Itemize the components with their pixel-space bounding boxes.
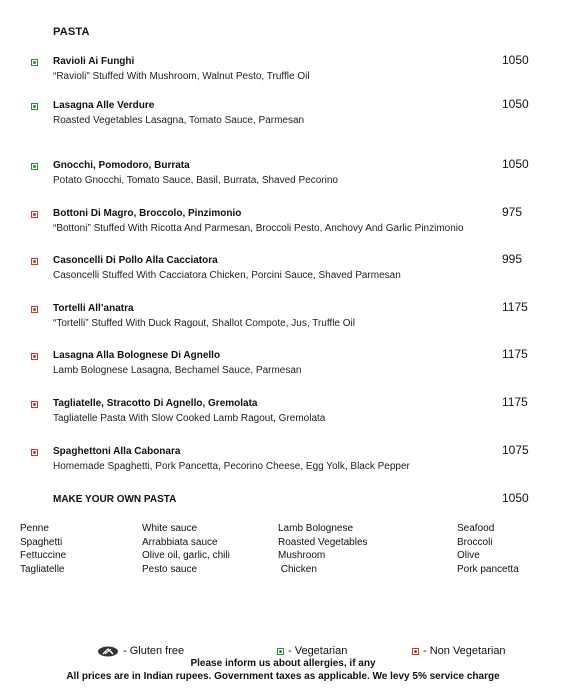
- menu-item-name: Bottoni Di Magro, Broccolo, Pinzimonio: [53, 208, 242, 219]
- extra-choice: Seafood: [457, 523, 495, 534]
- menu-item-name: Lasagna Alla Bolognese Di Agnello: [53, 350, 221, 361]
- menu-item-description: Potato Gnocchi, Tomato Sauce, Basil, Burrata, Shaved Pecorino: [53, 175, 338, 186]
- legend-vegetarian-label: - Vegetarian: [288, 645, 348, 657]
- menu-item-name: Casoncelli Di Pollo Alla Cacciatora: [53, 255, 218, 266]
- nonveg-mark-icon: [31, 401, 38, 408]
- pasta-choice: Penne: [20, 523, 49, 534]
- menu-item: [0, 395, 566, 433]
- menu-item: [0, 157, 566, 195]
- pasta-choice: Spaghetti: [20, 536, 63, 548]
- menu-item-price: 1175: [502, 300, 528, 314]
- veg-mark-icon: [31, 59, 38, 66]
- nonveg-mark-icon: [31, 449, 38, 456]
- legend-non-vegetarian-label: - Non Vegetarian: [423, 645, 506, 657]
- sauce-choice: Olive oil, garlic, chili: [142, 550, 230, 561]
- nonveg-mark-icon: [412, 648, 419, 655]
- section-title: PASTA: [53, 26, 90, 38]
- menu-item-description: Roasted Vegetables Lasagna, Tomato Sauce, Parmesan: [53, 115, 305, 126]
- menu-item-name: Tortelli All’anatra: [53, 303, 134, 314]
- menu-item-price: 1075: [502, 443, 529, 457]
- menu-item-price: 975: [502, 205, 523, 219]
- legend-vegetarian: [277, 645, 347, 657]
- menu-item-price: 995: [502, 252, 523, 266]
- legend-gluten-free-label: - Gluten free: [123, 645, 185, 657]
- menu-item: [0, 252, 566, 290]
- pasta-choice: Fettuccine: [20, 550, 67, 561]
- nonveg-mark-icon: [31, 258, 38, 265]
- extra-choice: Olive: [457, 550, 480, 561]
- menu-item: [0, 205, 566, 243]
- pasta-choices-column: [20, 522, 66, 576]
- price-note: All prices are in Indian rupees. Government taxes as applicable. We levy 5% service charge: [66, 671, 500, 682]
- sauce-choices-column: [142, 522, 230, 576]
- menu-item-price: 1175: [502, 347, 528, 361]
- menu-item-name: Tagliatelle, Stracotto Di Agnello, Gremolata: [53, 398, 258, 409]
- menu-item-description: “Tortelli” Stuffed With Duck Ragout, Shallot Compote, Jus, Truffle Oil: [53, 318, 355, 329]
- make-your-own-price: 1050: [502, 491, 529, 505]
- sauce-choice: Arrabbiata sauce: [142, 536, 218, 548]
- menu-item: [0, 347, 566, 385]
- menu-item-price: 1050: [502, 157, 529, 171]
- extra-choices-column: [457, 522, 519, 576]
- menu-item-price: 1175: [502, 395, 528, 409]
- menu-item: [0, 300, 566, 338]
- menu-item-name: Gnocchi, Pomodoro, Burrata: [53, 160, 190, 171]
- nonveg-mark-icon: [31, 306, 38, 313]
- menu-item: [0, 443, 566, 481]
- menu-item-description: “Bottoni” Stuffed With Ricotta And Parmesan, Broccoli Pesto, Anchovy And Garlic Pinzimonio: [53, 223, 464, 234]
- veg-mark-icon: [31, 163, 38, 170]
- menu-item-description: Homemade Spaghetti, Pork Pancetta, Pecorino Cheese, Egg Yolk, Black Pepper: [53, 461, 410, 472]
- nonveg-mark-icon: [31, 353, 38, 360]
- topping-choice: Lamb Bolognese: [278, 523, 354, 534]
- topping-choice: Chicken: [278, 563, 317, 575]
- menu-item-description: “Ravioli” Stuffed With Mushroom, Walnut Pesto, Truffle Oil: [53, 71, 310, 82]
- menu-item: [0, 53, 566, 91]
- sauce-choice: White sauce: [142, 523, 198, 534]
- make-your-own-title: MAKE YOUR OWN PASTA: [53, 494, 177, 505]
- menu-item: [0, 97, 566, 135]
- allergy-note: Please inform us about allergies, if any: [190, 658, 376, 669]
- veg-mark-icon: [277, 648, 284, 655]
- veg-mark-icon: [31, 103, 38, 110]
- menu-item-name: Lasagna Alle Verdure: [53, 100, 155, 111]
- menu-item-price: 1050: [502, 53, 529, 67]
- nonveg-mark-icon: [31, 211, 38, 218]
- menu-item-description: Lamb Bolognese Lasagna, Bechamel Sauce, Parmesan: [53, 365, 302, 376]
- extra-choice: Broccoli: [457, 536, 493, 548]
- extra-choice: Pork pancetta: [457, 563, 519, 575]
- legend-non-vegetarian: [412, 645, 506, 657]
- sauce-choice: Pesto sauce: [142, 563, 198, 575]
- menu-item-price: 1050: [502, 97, 529, 111]
- gluten-free-icon: [97, 646, 119, 657]
- pasta-choice: Tagliatelle: [20, 563, 65, 575]
- menu-item-name: Spaghettoni Alla Cabonara: [53, 446, 181, 457]
- menu-item-description: Casoncelli Stuffed With Cacciatora Chicken, Porcini Sauce, Shaved Parmesan: [53, 270, 401, 281]
- topping-choices-column: [278, 522, 368, 576]
- menu-item-name: Ravioli Ai Funghi: [53, 56, 135, 67]
- topping-choice: Roasted Vegetables: [278, 536, 368, 548]
- topping-choice: Mushroom: [278, 550, 326, 561]
- legend-gluten-free: [97, 645, 184, 657]
- menu-item-description: Tagliatelle Pasta With Slow Cooked Lamb Ragout, Gremolata: [53, 413, 326, 424]
